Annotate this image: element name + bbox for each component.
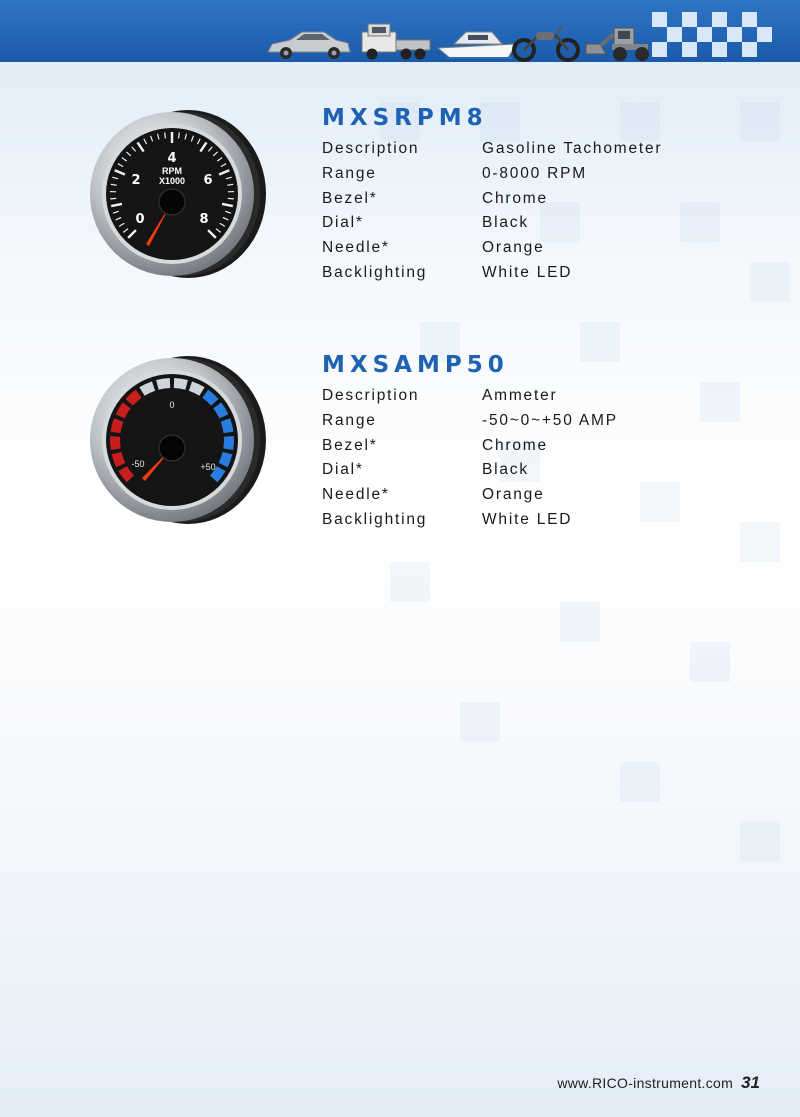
spec-row (322, 434, 618, 459)
product-title: MXSAMP50 (322, 352, 509, 378)
needle-hub (159, 435, 185, 461)
amp-label-zero: 0 (169, 400, 175, 410)
tachometer-gauge (86, 106, 268, 282)
checker-pattern (652, 12, 772, 60)
spec-key: Description (322, 387, 420, 404)
tach-caption-rpm: RPM (162, 166, 182, 176)
spec-key: Backlighting (322, 263, 428, 281)
spec-row (322, 162, 662, 187)
spec-key: Bezel* (322, 436, 378, 454)
tach-label-4: 4 (167, 151, 177, 166)
product-mxsamp50 (322, 350, 618, 533)
spec-row (322, 409, 618, 434)
tick-mark (179, 132, 180, 138)
loader-icon (586, 28, 649, 61)
spec-key: Dial* (322, 461, 364, 479)
website-url[interactable]: www.RICO-instrument.com (557, 1075, 734, 1091)
spec-value: Chrome (482, 189, 548, 207)
spec-value: White LED (482, 510, 573, 528)
amp-label-min: -50 (131, 459, 145, 469)
boat-icon (438, 32, 516, 58)
spec-key: Needle* (322, 239, 390, 257)
amp-label-max: +50 (200, 462, 216, 472)
scale-segment (223, 436, 234, 450)
tach-label-0: 0 (135, 212, 145, 227)
spec-key: Needle* (322, 486, 390, 504)
scale-segment (174, 378, 188, 390)
tach-label-6: 6 (203, 173, 213, 188)
spec-value: Black (482, 214, 529, 232)
spec-value: Chrome (482, 436, 548, 454)
spec-key: Range (322, 164, 377, 182)
motorcycle-icon (514, 26, 578, 60)
spec-value: -50~0~+50 AMP (482, 411, 618, 429)
spec-key: Dial* (322, 214, 364, 232)
spec-row (322, 137, 662, 162)
spec-key: Range (322, 411, 377, 429)
product-mxsrpm8 (322, 103, 662, 286)
product-title: MXSRPM8 (322, 105, 488, 131)
spec-row (322, 187, 662, 212)
spec-row (322, 483, 618, 508)
spec-row (322, 508, 618, 533)
spec-row (322, 236, 662, 261)
tach-caption-multiplier: X1000 (158, 176, 186, 186)
tick-mark (165, 132, 166, 138)
scale-segment (110, 436, 121, 450)
tach-label-8: 8 (199, 212, 209, 227)
needle-hub (159, 189, 185, 215)
spec-key: Bezel* (322, 189, 378, 207)
spec-key: Description (322, 140, 420, 157)
page-footer (557, 1073, 760, 1093)
spec-value: Orange (482, 239, 545, 257)
spec-key: Backlighting (322, 510, 428, 528)
truck-icon (362, 24, 430, 60)
spec-row (322, 261, 662, 286)
scale-segment (156, 378, 170, 390)
spec-value: Gasoline Tachometer (482, 140, 663, 157)
spec-row (322, 384, 618, 409)
spec-value: White LED (482, 263, 573, 281)
spec-value: 0-8000 RPM (482, 164, 588, 182)
page-number: 31 (741, 1073, 760, 1092)
ammeter-gauge (86, 352, 268, 528)
spec-row (322, 211, 662, 236)
spec-row (322, 458, 618, 483)
car-icon (268, 32, 350, 59)
spec-value: Black (482, 461, 529, 479)
tach-label-2: 2 (131, 173, 141, 188)
vehicle-icons (262, 14, 662, 64)
spec-value: Orange (482, 486, 545, 504)
spec-value: Ammeter (482, 387, 558, 404)
